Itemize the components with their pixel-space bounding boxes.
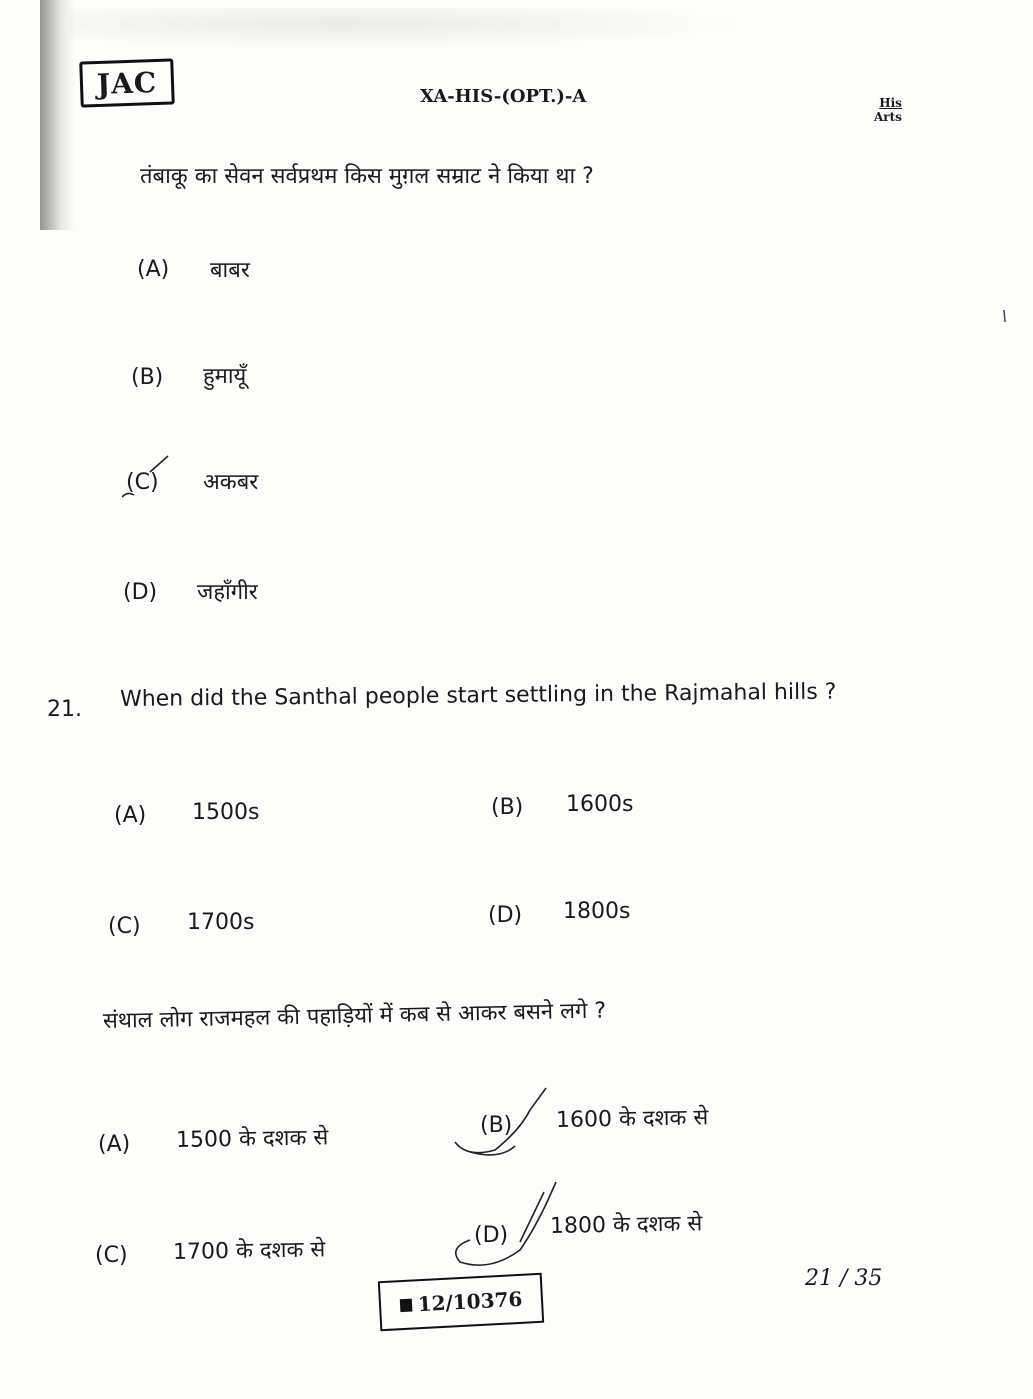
q21-hi-option-a-text: 1500 के दशक से [175,1125,329,1153]
subject-tag-line2: Arts [874,110,902,124]
q20-option-b-label: (B) [131,365,164,390]
q21-number: 21. [47,697,82,722]
q21-hi-option-b-label: (B) [480,1113,513,1138]
tick-mark-q20-c [122,456,168,497]
q21-hi-option-c-label: (C) [95,1243,128,1268]
square-bullet-icon [399,1298,412,1312]
q20-option-a-text: बाबर [210,258,250,283]
q20-option-c-label: (C) [126,470,159,495]
q21-question-english: When did the Santhal people start settling in the Rajmahal hills ? [119,679,837,712]
q20-question-hindi: तंबाकू का सेवन सर्वप्रथम किस मुग़ल सम्राट ने किया था ? [140,164,594,189]
paper-code: XA-HIS-(OPT.)-A [420,86,587,107]
q21-en-option-d-label: (D) [488,903,523,928]
serial-number-box [378,1273,544,1332]
q20-option-a-label: (A) [137,257,170,282]
tick-mark-q21-b [455,1088,546,1155]
q21-hi-option-c-text: 1700 के दशक से [172,1237,326,1265]
q20-option-b-text: हुमायूँ [203,364,247,389]
q21-en-option-b-label: (B) [491,795,524,820]
q21-en-option-b-text: 1600s [566,792,634,817]
q21-en-option-c-label: (C) [108,914,141,939]
q21-hi-option-d-label: (D) [474,1223,509,1248]
q21-question-hindi: संथाल लोग राजमहल की पहाड़ियों में कब से आकर बसने लगे ? [102,998,607,1034]
q20-option-c-text: अकबर [203,470,259,495]
q20-option-d-text: जहाँगीर [197,580,258,605]
q21-hi-option-a-label: (A) [98,1132,131,1157]
subject-tag-line1: His [879,96,902,110]
page-number: 21 / 35 [805,1266,883,1291]
q21-hi-option-d-text: 1800 के दशक से [549,1211,703,1239]
serial-number: 12/10376 [417,1286,523,1317]
q21-en-option-a-text: 1500s [192,800,260,825]
q21-hi-option-b-text: 1600 के दशक से [555,1105,709,1133]
q21-en-option-a-label: (A) [114,803,147,828]
q20-option-d-label: (D) [123,580,158,605]
q21-en-option-d-text: 1800s [563,899,631,924]
q21-en-option-c-text: 1700s [187,910,255,935]
jac-logo: JAC [79,58,175,107]
circle-mark-q21-d [456,1182,556,1265]
margin-tick [1004,310,1005,322]
